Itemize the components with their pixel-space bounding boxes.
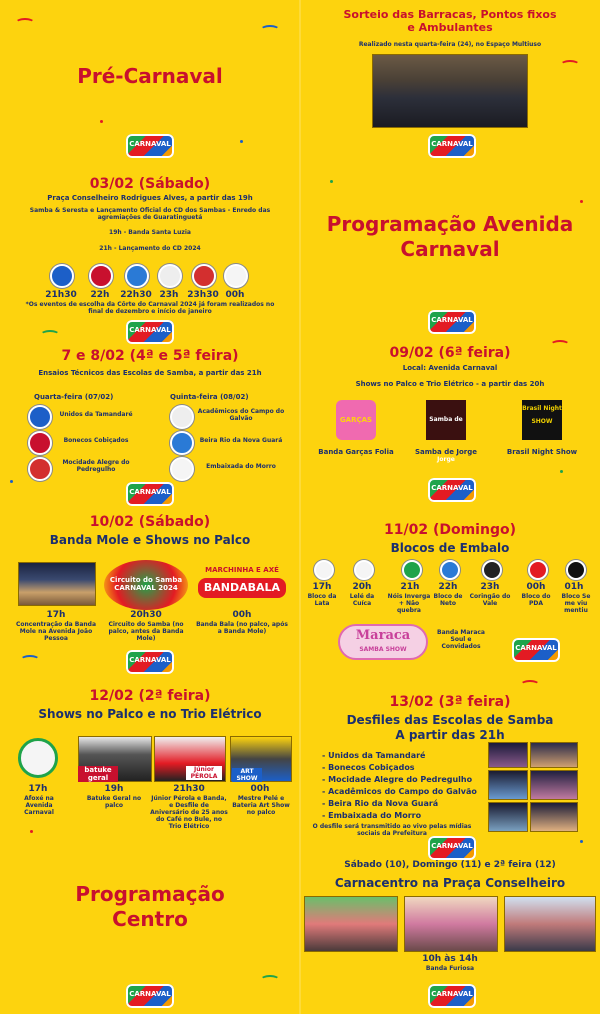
banda-mole-photo <box>18 562 96 606</box>
list-item: - Acadêmicos do Campo do Galvão <box>322 787 477 796</box>
centro-title: Programação Centro <box>75 882 225 931</box>
confetti-dot <box>580 200 583 203</box>
confetti-dot <box>240 140 243 143</box>
escola-emblem <box>170 431 194 455</box>
desfile-photo <box>530 770 578 800</box>
caption: Mestre Pelé e Bateria Art Show no palco <box>232 795 290 816</box>
local-0902: Local: Avenida Carnaval <box>402 364 498 372</box>
escola-name: Beira Rio da Nova Guará <box>199 437 283 444</box>
centro-time: 10h às 14h <box>422 954 478 964</box>
time-label: 21h30 <box>45 290 77 300</box>
confetti-dot <box>30 830 33 833</box>
desc-0902: Shows no Palco e Trio Elétrico - a partir das 20h <box>355 380 545 388</box>
caption: Concentração da Banda Mole na Avenida João Pessoa <box>15 621 97 642</box>
marchinha-label: MARCHINHA E AXÉ <box>205 566 279 574</box>
desfile-photo <box>488 802 528 832</box>
bloco-name: Bloco Se me viu mentiu <box>561 593 591 614</box>
time-label: 00h <box>526 582 546 592</box>
place-0302: Praça Conselheiro Rodrigues Alves, a partir das 19h <box>47 194 253 202</box>
escola-emblem <box>28 431 52 455</box>
list-item: - Mocidade Alegre do Pedregulho <box>322 775 473 784</box>
bloco-emblem <box>440 560 460 580</box>
date-1102: 11/02 (Domingo) <box>384 522 516 538</box>
confetti-dot <box>580 840 583 843</box>
date-1202: 12/02 (2ª feira) <box>89 688 211 704</box>
time-label: 21h <box>400 582 420 592</box>
quinta-title: Quinta-feira (08/02) <box>170 393 249 401</box>
bandabala-logo: BANDABALA <box>198 578 286 598</box>
serpentine-decoration <box>15 18 35 28</box>
afoxe-emblem <box>18 738 58 778</box>
serpentine-decoration <box>260 25 280 35</box>
desfile-photo <box>488 770 528 800</box>
serpentine-decoration <box>520 680 540 690</box>
time-label: 22h <box>90 290 110 300</box>
escola-emblem <box>170 457 194 481</box>
date-0902: 09/02 (6ª feira) <box>389 345 511 361</box>
escolas-list <box>322 750 482 822</box>
escola-emblem <box>224 264 248 288</box>
carnaval-logo: CARNAVAL <box>428 310 476 334</box>
time-label: 00h <box>225 290 245 300</box>
desc-1102: Blocos de Embalo <box>390 541 510 555</box>
carnaval-logo: CARNAVAL <box>428 134 476 158</box>
serpentine-decoration <box>260 975 280 985</box>
pre-carnaval-title: Pré-Carnaval <box>77 64 223 88</box>
escola-name: Embaixada do Morro <box>206 463 276 470</box>
escola-emblem <box>50 264 74 288</box>
desfile-photo <box>530 742 578 768</box>
samba-jorge-logo: Samba de Jorge <box>426 400 466 440</box>
time-label: 17h <box>46 610 66 620</box>
bloco-name: Lelé da Cuíca <box>349 593 375 607</box>
bloco-emblem <box>354 560 374 580</box>
escola-name: Acadêmicos do Campo do Galvão <box>197 408 285 422</box>
confetti-dot <box>100 120 103 123</box>
desc-0302: Samba & Seresta e Lançamento Oficial do CD dos Sambas - Enredo das agremiações de Guaratinguetá <box>29 207 271 221</box>
centro-band: Banda Furiosa <box>425 965 475 972</box>
time-label: 17h <box>312 582 332 592</box>
escola-emblem <box>170 405 194 429</box>
date-0708: 7 e 8/02 (4ª e 5ª feira) <box>61 348 239 364</box>
list-item: - Beira Rio da Nova Guará <box>322 799 439 808</box>
act-name: Samba de Jorge <box>414 448 478 456</box>
caption: Júnior Pérola e Banda, e Desfile de Aniversário de 25 anos do Café no Bule, no Trio Elétrico <box>150 795 228 830</box>
act-name: Brasil Night Show <box>506 448 578 456</box>
escola-emblem <box>28 457 52 481</box>
confetti-dot <box>10 480 13 483</box>
carnacentro-photo <box>304 896 398 952</box>
time-label: 22h30 <box>120 290 152 300</box>
serpentine-decoration <box>40 330 60 340</box>
list-item: - Unidos da Tamandaré <box>322 751 426 760</box>
escola-emblem <box>158 264 182 288</box>
desc2-1302: A partir das 21h <box>395 728 505 742</box>
carnaval-logo: CARNAVAL <box>126 650 174 674</box>
escola-emblem <box>125 264 149 288</box>
desc1-1302: Desfiles das Escolas de Samba <box>346 713 554 727</box>
list-item: - Embaixada do Morro <box>322 811 422 820</box>
bloco-emblem <box>482 560 502 580</box>
carnaval-logo: CARNAVAL <box>428 984 476 1008</box>
time-label: 17h <box>28 784 48 794</box>
confetti-dot <box>560 470 563 473</box>
sorteio-photo <box>372 54 528 128</box>
desc-1002: Banda Mole e Shows no Palco <box>49 533 251 547</box>
garcas-folia-logo: GARÇAS FOLIA <box>336 400 376 440</box>
time-label: 01h <box>564 582 584 592</box>
time-label: 23h <box>159 290 179 300</box>
serpentine-decoration <box>20 655 40 665</box>
carnaval-logo: CARNAVAL <box>126 482 174 506</box>
maraca-logo: Maraca SAMBA SHOW <box>338 624 428 660</box>
line2-0302: 21h - Lançamento do CD 2024 <box>99 245 201 252</box>
carnacentro-photo <box>404 896 498 952</box>
date-1302: 13/02 (3ª feira) <box>389 694 511 710</box>
date-1002: 10/02 (Sábado) <box>89 514 211 530</box>
line1-0302: 19h - Banda Santa Luzia <box>109 229 191 236</box>
desfile-photo <box>488 742 528 768</box>
date-0302: 03/02 (Sábado) <box>89 176 211 192</box>
maraca-caption: Banda Maraca Soul e Convidados <box>437 629 485 650</box>
caption: Banda Bala (no palco, após a Banda Mole) <box>196 621 288 635</box>
time-label: 22h <box>438 582 458 592</box>
carnaval-logo: CARNAVAL <box>428 836 476 860</box>
bloco-name: Bloco de Neto <box>433 593 463 607</box>
confetti-dot <box>330 180 333 183</box>
time-label: 00h <box>250 784 270 794</box>
desc-0708: Ensaios Técnicos das Escolas de Samba, a partir das 21h <box>38 369 262 377</box>
centro-desc: Carnacentro na Praça Conselheiro <box>334 876 566 890</box>
act-name: Banda Garças Folia <box>318 448 394 456</box>
escola-emblem <box>192 264 216 288</box>
time-label: 19h <box>104 784 124 794</box>
bloco-emblem <box>402 560 422 580</box>
caption: Circuito do Samba (no palco, antes da Banda Mole) <box>108 621 184 642</box>
sorteio-sub: Realizado nesta quarta-feira (24), no Espaço Multiuso <box>358 41 542 48</box>
bloco-name: Nóis Inverga + Não quebra <box>387 593 431 614</box>
centro-days: Sábado (10), Domingo (11) e 2ª feira (12) <box>344 860 556 870</box>
carnaval-logo: CARNAVAL <box>126 984 174 1008</box>
note-0302: *Os eventos de escolha da Côrte do Carnaval 2024 já foram realizados no final de dezembro e início de janeiro <box>25 301 275 315</box>
bloco-name: Bloco do PDA <box>521 593 551 607</box>
bloco-emblem <box>314 560 334 580</box>
escola-name: Mocidade Alegre do Pedregulho <box>62 459 130 473</box>
time-label: 21h30 <box>173 784 205 794</box>
time-label: 23h <box>480 582 500 592</box>
escola-emblem <box>89 264 113 288</box>
time-label: 23h30 <box>187 290 219 300</box>
time-label: 20h30 <box>130 610 162 620</box>
time-label: 20h <box>352 582 372 592</box>
escola-name: Unidos da Tamandaré <box>59 411 133 418</box>
carnaval-logo: CARNAVAL <box>512 638 560 662</box>
desfile-photo <box>530 802 578 832</box>
bloco-emblem <box>566 560 586 580</box>
caption: Batuke Geral no palco <box>86 795 142 809</box>
brasil-night-logo: Brasil Night SHOW <box>522 400 562 440</box>
bloco-emblem <box>528 560 548 580</box>
serpentine-decoration <box>560 60 580 70</box>
time-label: 00h <box>232 610 252 620</box>
carnaval-logo: CARNAVAL <box>428 478 476 502</box>
carnacentro-photo <box>504 896 596 952</box>
list-item: - Bonecos Cobiçados <box>322 763 415 772</box>
carnaval-logo: CARNAVAL <box>126 134 174 158</box>
quarta-title: Quarta-feira (07/02) <box>34 393 114 401</box>
bloco-name: Coringão do Vale <box>469 593 511 607</box>
desc-1202: Shows no Palco e no Trio Elétrico <box>38 707 262 721</box>
note-1302: O desfile será transmitido ao vivo pelas mídias sociais da Prefeitura <box>312 823 472 837</box>
avenida-title: Programação Avenida Carnaval <box>326 212 574 261</box>
sorteio-title: Sorteio das Barracas, Pontos fixos e Ambulantes <box>343 8 557 35</box>
escola-name: Bonecos Cobiçados <box>63 437 129 444</box>
carnaval-logo: CARNAVAL <box>126 320 174 344</box>
caption: Afoxé na Avenida Carnaval <box>24 795 54 816</box>
escola-emblem <box>28 405 52 429</box>
bloco-name: Bloco da Lata <box>307 593 337 607</box>
